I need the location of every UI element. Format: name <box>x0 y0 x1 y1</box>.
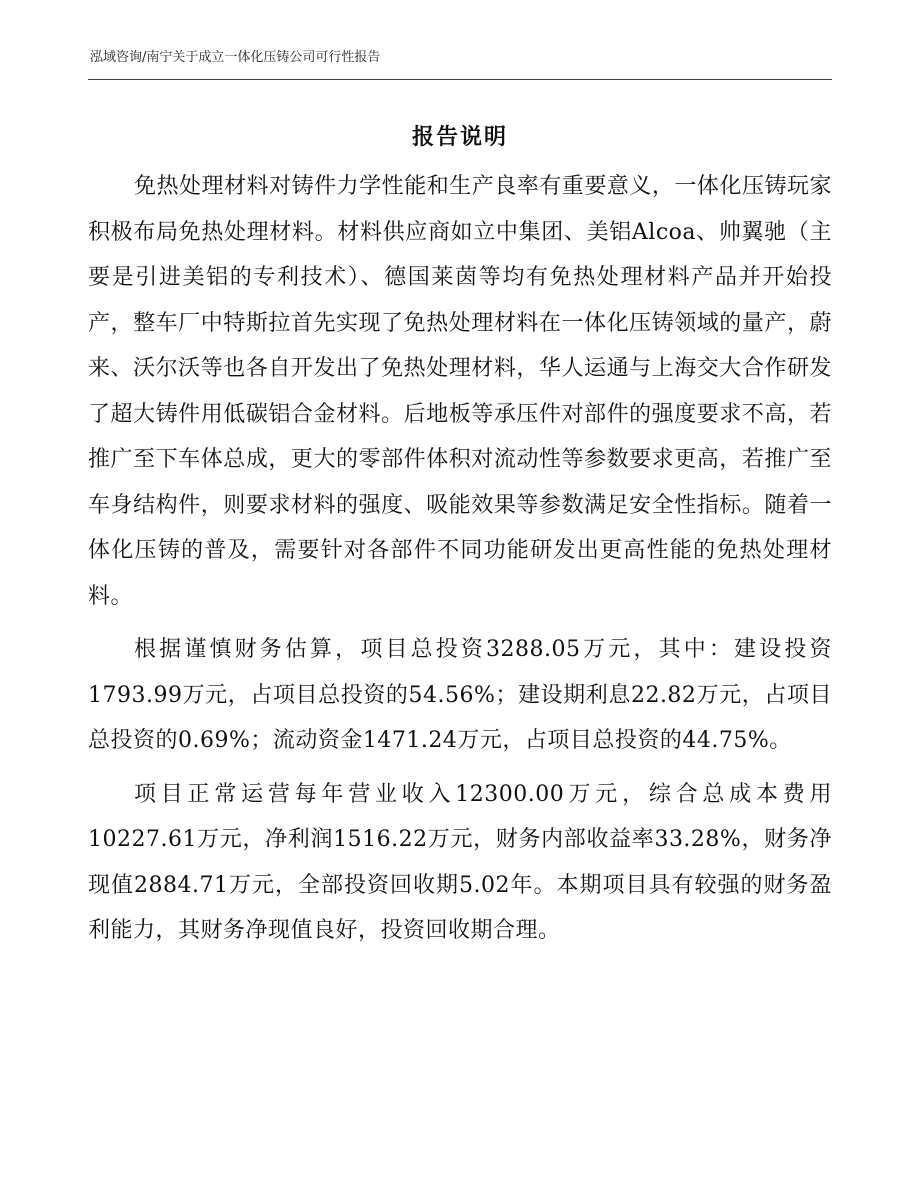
paragraph-financials: 项目正常运营每年营业收入12300.00万元，综合总成本费用10227.61万元，净利润1516.22万元，财务内部收益率33.28%，财务净现值2884.71万元，全部投资回收期5.02年。本期项目具有较强的财务盈利能力，其财务净现值良好，投资回收期合理。 <box>88 781 832 943</box>
header-rule <box>88 79 832 80</box>
paragraph-investment: 根据谨慎财务估算，项目总投资3288.05万元，其中：建设投资1793.99万元，占项目总投资的54.56%；建设期利息22.82万元，占项目总投资的0.69%；流动资金1471.24万元，占项目总投资的44.75%。 <box>88 637 832 753</box>
running-header: 泓域咨询/南宁关于成立一体化压铸公司可行性报告 <box>90 50 381 65</box>
report-body <box>88 164 832 962</box>
page-title: 报告说明 <box>411 125 508 150</box>
paragraph-intro: 免热处理材料对铸件力学性能和生产良率有重要意义，一体化压铸玩家积极布局免热处理材料。材料供应商如立中集团、美铝Alcoa、帅翼驰（主要是引进美铝的专利技术）、德国莱茵等均有免热处理材料产品并开始投产，整车厂中特斯拉首先实现了免热处理材料在一体化压铸领域的量产，蔚来、沃尔沃等也各自开发出了免热处理材料，华人运通与上海交大合作研发了超大铸件用低碳铝合金材料。后地板等承压件对部件的强度要求不高，若推广至下车体总成，更大的零部件体积对流动性等参数要求更高，若推广至车身结构件，则要求材料的强度、吸能效果等参数满足安全性指标。随着一体化压铸的普及，需要针对各部件不同功能研发出更高性能的免热处理材料。 <box>88 174 832 609</box>
